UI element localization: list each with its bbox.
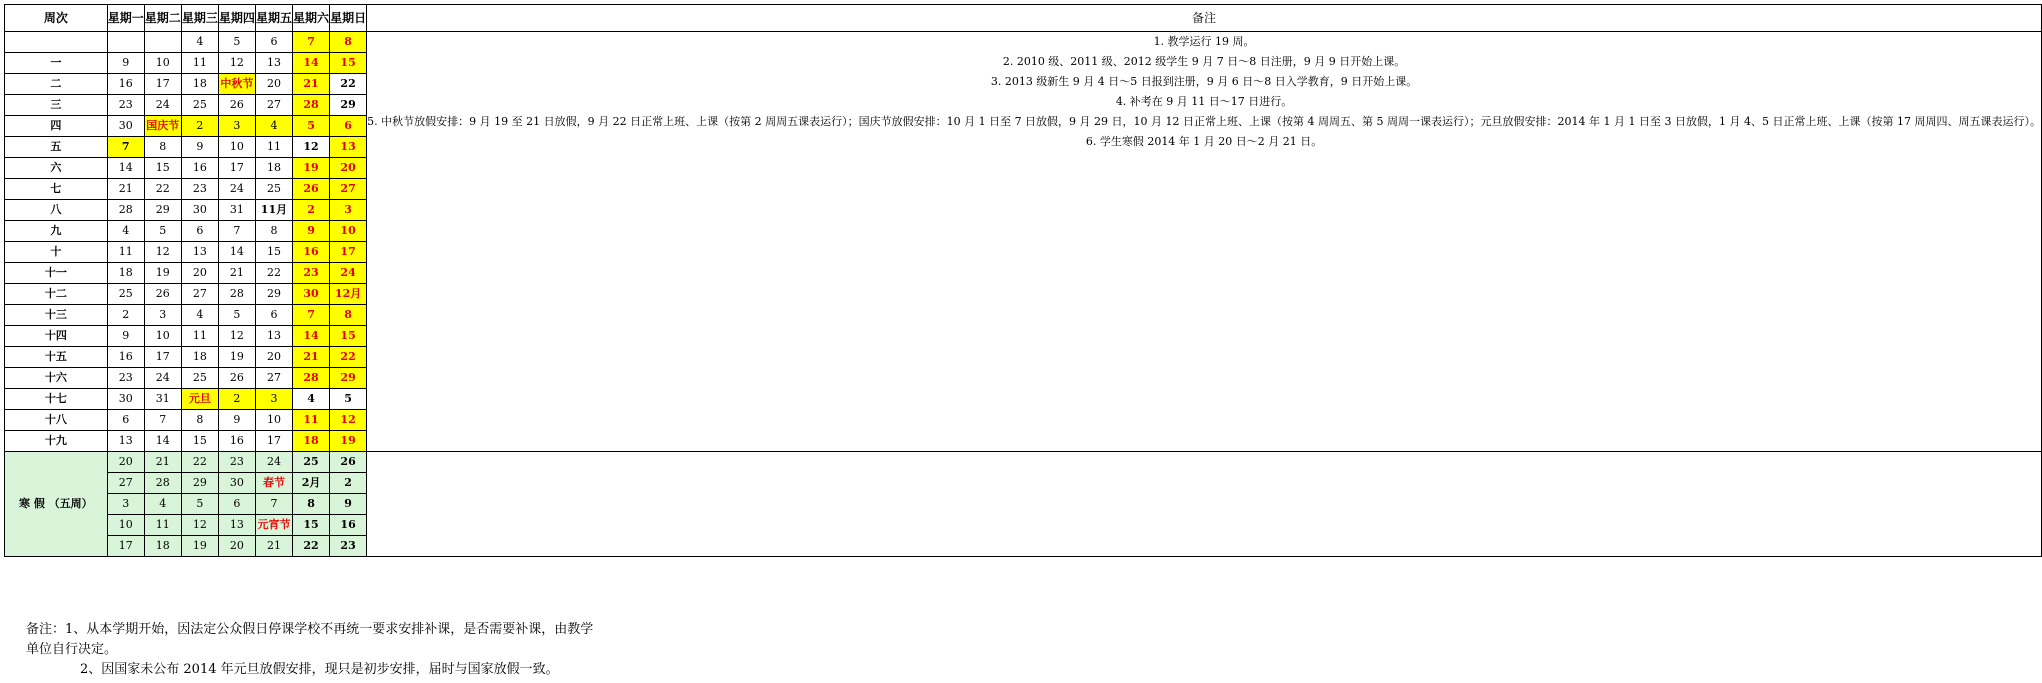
winter-day-cell: 2 [330, 473, 367, 494]
week-number: 十九 [5, 431, 108, 452]
day-cell: 24 [144, 368, 181, 389]
day-cell: 3 [218, 116, 255, 137]
day-cell: 26 [144, 284, 181, 305]
winter-day-cell: 12 [181, 515, 218, 536]
day-cell: 8 [144, 137, 181, 158]
day-cell: 12 [144, 242, 181, 263]
day-cell: 13 [107, 431, 144, 452]
week-number: 二 [5, 74, 108, 95]
day-cell: 5 [218, 32, 255, 53]
day-cell [144, 32, 181, 53]
day-cell: 9 [107, 53, 144, 74]
day-cell: 6 [107, 410, 144, 431]
day-cell: 19 [330, 431, 367, 452]
day-cell: 8 [181, 410, 218, 431]
header-day: 星期五 [255, 5, 292, 32]
day-cell: 26 [218, 95, 255, 116]
day-cell: 11 [292, 410, 329, 431]
day-cell: 25 [181, 95, 218, 116]
day-cell: 6 [255, 32, 292, 53]
day-cell: 7 [107, 137, 144, 158]
week-number: 一 [5, 53, 108, 74]
winter-day-cell: 20 [218, 536, 255, 557]
day-cell: 24 [218, 179, 255, 200]
day-cell: 16 [107, 74, 144, 95]
day-cell: 14 [144, 431, 181, 452]
winter-day-cell: 6 [218, 494, 255, 515]
day-cell: 30 [181, 200, 218, 221]
day-cell: 25 [181, 368, 218, 389]
winter-day-cell: 16 [330, 515, 367, 536]
header-day: 星期六 [292, 5, 329, 32]
winter-day-cell: 19 [181, 536, 218, 557]
day-cell: 28 [107, 200, 144, 221]
winter-day-cell: 23 [330, 536, 367, 557]
winter-row [5, 452, 2042, 473]
day-cell: 20 [330, 158, 367, 179]
day-cell: 16 [218, 431, 255, 452]
day-cell: 30 [292, 284, 329, 305]
day-cell: 21 [107, 179, 144, 200]
day-cell: 23 [181, 179, 218, 200]
day-cell: 15 [255, 242, 292, 263]
winter-day-cell: 18 [144, 536, 181, 557]
winter-day-cell: 30 [218, 473, 255, 494]
winter-day-cell: 26 [330, 452, 367, 473]
day-cell: 5 [330, 389, 367, 410]
winter-day-cell: 17 [107, 536, 144, 557]
day-cell: 22 [330, 74, 367, 95]
winter-day-cell: 22 [292, 536, 329, 557]
day-cell: 29 [330, 368, 367, 389]
day-cell: 5 [292, 116, 329, 137]
day-cell: 24 [330, 263, 367, 284]
header-day: 星期二 [144, 5, 181, 32]
day-cell: 18 [181, 74, 218, 95]
day-cell: 3 [255, 389, 292, 410]
winter-day-cell: 21 [144, 452, 181, 473]
day-cell: 29 [255, 284, 292, 305]
day-cell: 16 [181, 158, 218, 179]
day-cell: 17 [255, 431, 292, 452]
day-cell [107, 32, 144, 53]
day-cell: 元旦 [181, 389, 218, 410]
day-cell: 27 [255, 368, 292, 389]
day-cell: 9 [181, 137, 218, 158]
notes-title: 备注 [367, 5, 2042, 32]
day-cell: 20 [255, 74, 292, 95]
week-number: 十五 [5, 347, 108, 368]
day-cell: 18 [255, 158, 292, 179]
day-cell: 3 [330, 200, 367, 221]
day-cell: 7 [292, 32, 329, 53]
week-number [5, 32, 108, 53]
day-cell: 17 [144, 74, 181, 95]
day-cell: 4 [255, 116, 292, 137]
week-number: 五 [5, 137, 108, 158]
day-cell: 17 [218, 158, 255, 179]
day-cell: 21 [292, 74, 329, 95]
day-cell: 中秋节 [218, 74, 255, 95]
winter-day-cell: 29 [181, 473, 218, 494]
day-cell: 2 [292, 200, 329, 221]
winter-break-label: 寒 假 （五周） [5, 452, 108, 557]
day-cell: 12 [292, 137, 329, 158]
day-cell: 10 [144, 53, 181, 74]
day-cell: 2 [107, 305, 144, 326]
day-cell: 28 [292, 368, 329, 389]
day-cell: 10 [330, 221, 367, 242]
winter-day-cell: 13 [218, 515, 255, 536]
day-cell: 7 [218, 221, 255, 242]
day-cell: 11 [107, 242, 144, 263]
day-cell: 7 [144, 410, 181, 431]
winter-day-cell: 22 [181, 452, 218, 473]
header-row [5, 5, 2042, 32]
winter-day-cell: 7 [255, 494, 292, 515]
day-cell: 3 [144, 305, 181, 326]
day-cell: 11 [181, 53, 218, 74]
day-cell: 29 [144, 200, 181, 221]
day-cell: 31 [218, 200, 255, 221]
winter-day-cell: 5 [181, 494, 218, 515]
day-cell: 12 [218, 53, 255, 74]
day-cell: 23 [107, 95, 144, 116]
day-cell: 6 [181, 221, 218, 242]
winter-day-cell: 23 [218, 452, 255, 473]
day-cell: 19 [218, 347, 255, 368]
winter-day-cell: 27 [107, 473, 144, 494]
day-cell: 国庆节 [144, 116, 181, 137]
header-day: 星期四 [218, 5, 255, 32]
day-cell: 4 [181, 305, 218, 326]
note-item: 1. 教学运行 19 周。 [1153, 35, 1255, 48]
day-cell: 2 [181, 116, 218, 137]
notes-cell [367, 32, 2042, 452]
week-number: 三 [5, 95, 108, 116]
day-cell: 20 [255, 347, 292, 368]
winter-day-cell: 4 [144, 494, 181, 515]
day-cell: 13 [181, 242, 218, 263]
day-cell: 18 [107, 263, 144, 284]
day-cell: 14 [292, 326, 329, 347]
footer-line-2: 2、因国家未公布 2014 年元旦放假安排，现只是初步安排，届时与国家放假一致。 [80, 662, 559, 677]
day-cell: 28 [292, 95, 329, 116]
week-number: 十三 [5, 305, 108, 326]
day-cell: 31 [144, 389, 181, 410]
winter-day-cell: 25 [292, 452, 329, 473]
day-cell: 20 [181, 263, 218, 284]
day-cell: 15 [144, 158, 181, 179]
week-number: 九 [5, 221, 108, 242]
day-cell: 8 [255, 221, 292, 242]
winter-day-cell: 9 [330, 494, 367, 515]
day-cell: 18 [292, 431, 329, 452]
day-cell: 14 [292, 53, 329, 74]
day-cell: 22 [255, 263, 292, 284]
week-number: 十七 [5, 389, 108, 410]
day-cell: 12 [218, 326, 255, 347]
day-cell: 28 [218, 284, 255, 305]
header-day: 星期日 [330, 5, 367, 32]
day-cell: 25 [255, 179, 292, 200]
day-cell: 6 [255, 305, 292, 326]
winter-day-cell: 2月 [292, 473, 329, 494]
week-number: 十二 [5, 284, 108, 305]
day-cell: 29 [330, 95, 367, 116]
week-number: 十六 [5, 368, 108, 389]
day-cell: 12月 [330, 284, 367, 305]
day-cell: 22 [144, 179, 181, 200]
winter-day-cell: 20 [107, 452, 144, 473]
day-cell: 13 [255, 53, 292, 74]
day-cell: 22 [330, 347, 367, 368]
winter-day-cell: 8 [292, 494, 329, 515]
day-cell: 9 [292, 221, 329, 242]
day-cell: 5 [218, 305, 255, 326]
day-cell: 10 [218, 137, 255, 158]
footer-line-1: 备注：1、从本学期开始，因法定公众假日停课学校不再统一要求安排补课，是否需要补课，由教学单位自行决定。 [26, 622, 594, 657]
day-cell: 26 [292, 179, 329, 200]
week-number: 六 [5, 158, 108, 179]
winter-day-cell: 15 [292, 515, 329, 536]
day-cell: 13 [330, 137, 367, 158]
day-cell: 24 [144, 95, 181, 116]
header-day: 星期一 [107, 5, 144, 32]
day-cell: 5 [144, 221, 181, 242]
winter-day-cell: 21 [255, 536, 292, 557]
day-cell: 26 [218, 368, 255, 389]
week-number: 十一 [5, 263, 108, 284]
week-number: 十八 [5, 410, 108, 431]
week-row [5, 32, 2042, 53]
day-cell: 8 [330, 305, 367, 326]
week-number: 十四 [5, 326, 108, 347]
day-cell: 6 [330, 116, 367, 137]
winter-day-cell: 春节 [255, 473, 292, 494]
day-cell: 4 [181, 32, 218, 53]
day-cell: 25 [107, 284, 144, 305]
day-cell: 9 [218, 410, 255, 431]
day-cell: 4 [292, 389, 329, 410]
day-cell: 11月 [255, 200, 292, 221]
day-cell: 19 [144, 263, 181, 284]
day-cell: 23 [292, 263, 329, 284]
week-number: 七 [5, 179, 108, 200]
week-number: 十 [5, 242, 108, 263]
winter-day-cell: 元宵节 [255, 515, 292, 536]
note-item: 5. 中秋节放假安排：9 月 19 至 21 日放假，9 月 22 日正常上班、上课（按第 2 周周五课表运行）；国庆节放假安排：10 月 1 日至 7 日放假，9 月 29 日，10 月 12 日正常上班、上课（按第 4 周周五、第 5 周周一课表运行）；元旦放假安排：2014 年 1 月 1 日至 3 日放假，1 月 4、5 日正常上班、上课（按第 17 周周四、周五课表运行）。 [367, 115, 2041, 128]
day-cell: 18 [181, 347, 218, 368]
day-cell: 27 [255, 95, 292, 116]
day-cell: 11 [181, 326, 218, 347]
day-cell: 14 [107, 158, 144, 179]
header-day: 星期三 [181, 5, 218, 32]
day-cell: 2 [218, 389, 255, 410]
day-cell: 4 [107, 221, 144, 242]
day-cell: 19 [292, 158, 329, 179]
day-cell: 12 [330, 410, 367, 431]
day-cell: 17 [144, 347, 181, 368]
note-item: 6. 学生寒假 2014 年 1 月 20 日～2 月 21 日。 [1085, 135, 1323, 148]
day-cell: 11 [255, 137, 292, 158]
header-week: 周次 [5, 5, 108, 32]
day-cell: 16 [292, 242, 329, 263]
day-cell: 9 [107, 326, 144, 347]
notes-empty-cell [367, 452, 2042, 557]
note-item: 4. 补考在 9 月 11 日～17 日进行。 [1115, 95, 1293, 108]
note-item: 3. 2013 级新生 9 月 4 日～5 日报到注册，9 月 6 日～8 日入学教育，9 日开始上课。 [990, 75, 1418, 88]
day-cell: 15 [330, 326, 367, 347]
school-calendar-table [4, 4, 2042, 557]
winter-day-cell: 24 [255, 452, 292, 473]
day-cell: 14 [218, 242, 255, 263]
winter-day-cell: 11 [144, 515, 181, 536]
day-cell: 27 [330, 179, 367, 200]
day-cell: 10 [144, 326, 181, 347]
day-cell: 30 [107, 116, 144, 137]
winter-day-cell: 3 [107, 494, 144, 515]
note-item: 2. 2010 级、2011 级、2012 级学生 9 月 7 日～8 日注册，9 月 9 日开始上课。 [1002, 55, 1406, 68]
day-cell: 8 [330, 32, 367, 53]
day-cell: 15 [181, 431, 218, 452]
day-cell: 16 [107, 347, 144, 368]
winter-day-cell: 10 [107, 515, 144, 536]
week-number: 四 [5, 116, 108, 137]
day-cell: 10 [255, 410, 292, 431]
calendar-table-wrap [4, 4, 2042, 557]
day-cell: 21 [292, 347, 329, 368]
day-cell: 30 [107, 389, 144, 410]
winter-day-cell: 28 [144, 473, 181, 494]
day-cell: 17 [330, 242, 367, 263]
day-cell: 13 [255, 326, 292, 347]
day-cell: 27 [181, 284, 218, 305]
day-cell: 21 [218, 263, 255, 284]
footer-notes [26, 620, 596, 680]
week-number: 八 [5, 200, 108, 221]
day-cell: 23 [107, 368, 144, 389]
day-cell: 7 [292, 305, 329, 326]
day-cell: 15 [330, 53, 367, 74]
